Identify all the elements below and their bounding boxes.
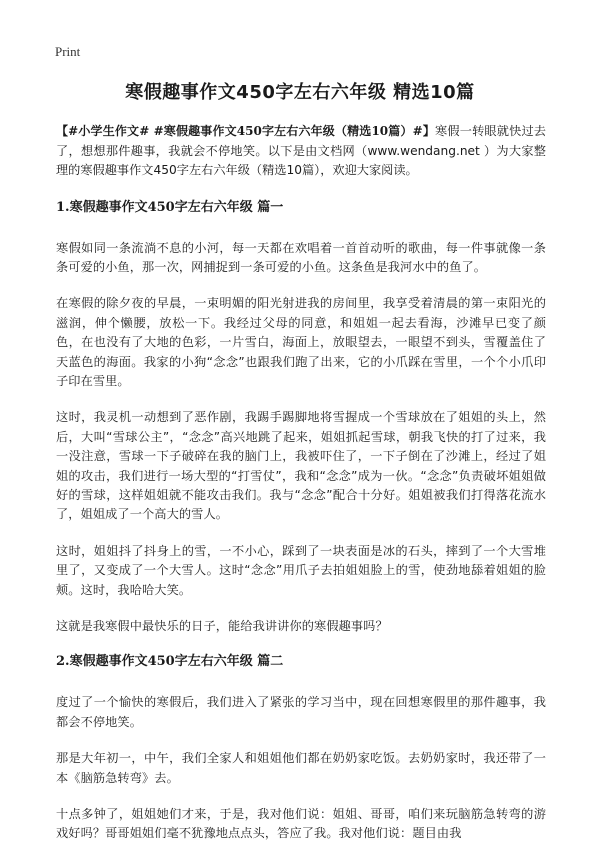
section-heading: 2.寒假趣事作文450字左右六年级 篇二	[56, 654, 284, 670]
paragraph: 在寒假的除夕夜的早晨，一束明媚的阳光射进我的房间里，我享受着清晨的第一束阳光的滋润，伸个懒腰，放松一下。我经过父母的同意，和姐姐一起去看海，沙滩早已变了颜色，在也没有了大地的色彩，一片雪白，海面上，放眼望去，一眼望不到头，雪覆盖住了天蓝色的海面。我家的小狗“念念”也跟我们跑了出来，它的小爪踩在雪里，一个个小爪印子印在雪里。	[56, 296, 546, 388]
document-body	[56, 122, 546, 861]
intro-text: 寒假一转眼就快过去了，想想那件趣事，我就会不停地笑。以下是由文档网（www.wendang.net ）为大家整理的寒假趣事作文450字左右六年级（精选10篇），欢迎大家阅读。	[56, 124, 546, 177]
paragraph: 度过了一个愉快的寒假后，我们进入了紧张的学习当中，现在回想寒假里的那件趣事，我都会不停地笑。	[56, 695, 546, 729]
intro-paragraph	[56, 122, 546, 181]
document-title: 寒假趣事作文450字左右六年级 精选10篇	[125, 82, 475, 103]
paragraph: 寒假如同一条流淌不息的小河，每一天都在欢唱着一首首动听的歌曲，每一件事就像一条条可爱的小鱼，那一次，网捕捉到一条可爱的小鱼。这条鱼是我河水中的鱼了。	[56, 240, 546, 274]
print-label: Print	[55, 44, 81, 59]
paragraph: 十点多钟了，姐姐她们才来，于是，我对他们说：姐姐、哥哥，咱们来玩脑筋急转弯的游戏好吗？哥哥姐姐们毫不犹豫地点点头，答应了我。我对他们说：题目由我	[56, 807, 546, 841]
intro-tag: 【#小学生作文# #寒假趣事作文450字左右六年级（精选10篇）#】	[56, 124, 436, 138]
paragraph: 这时，姐姐抖了抖身上的雪，一不小心，踩到了一块表面是冰的石头，摔到了一个大雪堆里了，又变成了一个大雪人。这时“念念”用爪子去拍姐姐脸上的雪，使劲地舔着姐姐的脸颊。这时，我哈哈大笑。	[56, 543, 546, 597]
section-heading: 1.寒假趣事作文450字左右六年级 篇一	[56, 199, 284, 215]
paragraph: 那是大年初一，中午，我们全家人和姐姐他们都在奶奶家吃饭。去奶奶家时，我还带了一本《脑筋急转弯》去。	[56, 751, 546, 785]
section-2	[56, 653, 546, 843]
paragraph: 这时，我灵机一动想到了恶作剧，我踢手踢脚地将雪握成一个雪球放在了姐姐的头上，然后，大叫“雪球公主”，“念念”高兴地跳了起来，姐姐抓起雪球，朝我飞快的打了过来，我一没注意，雪球一下子破碎在我的脑门上，我被吓住了，一下子倒在了沙滩上，经过了姐姐的攻击，我们进行一场大型的“打雪仗”，我和“念念”成为一伙。“念念”负责破坏姐姐做好的雪球，这样姐姐就不能攻击我们。我与“念念”配合十分好。姐姐被我们打得落花流水了，姐姐成了一个高大的雪人。	[56, 410, 546, 522]
paragraph: 这就是我寒假中最快乐的日子，能给我讲讲你的寒假趣事吗？	[56, 619, 388, 633]
section-1	[56, 199, 546, 637]
